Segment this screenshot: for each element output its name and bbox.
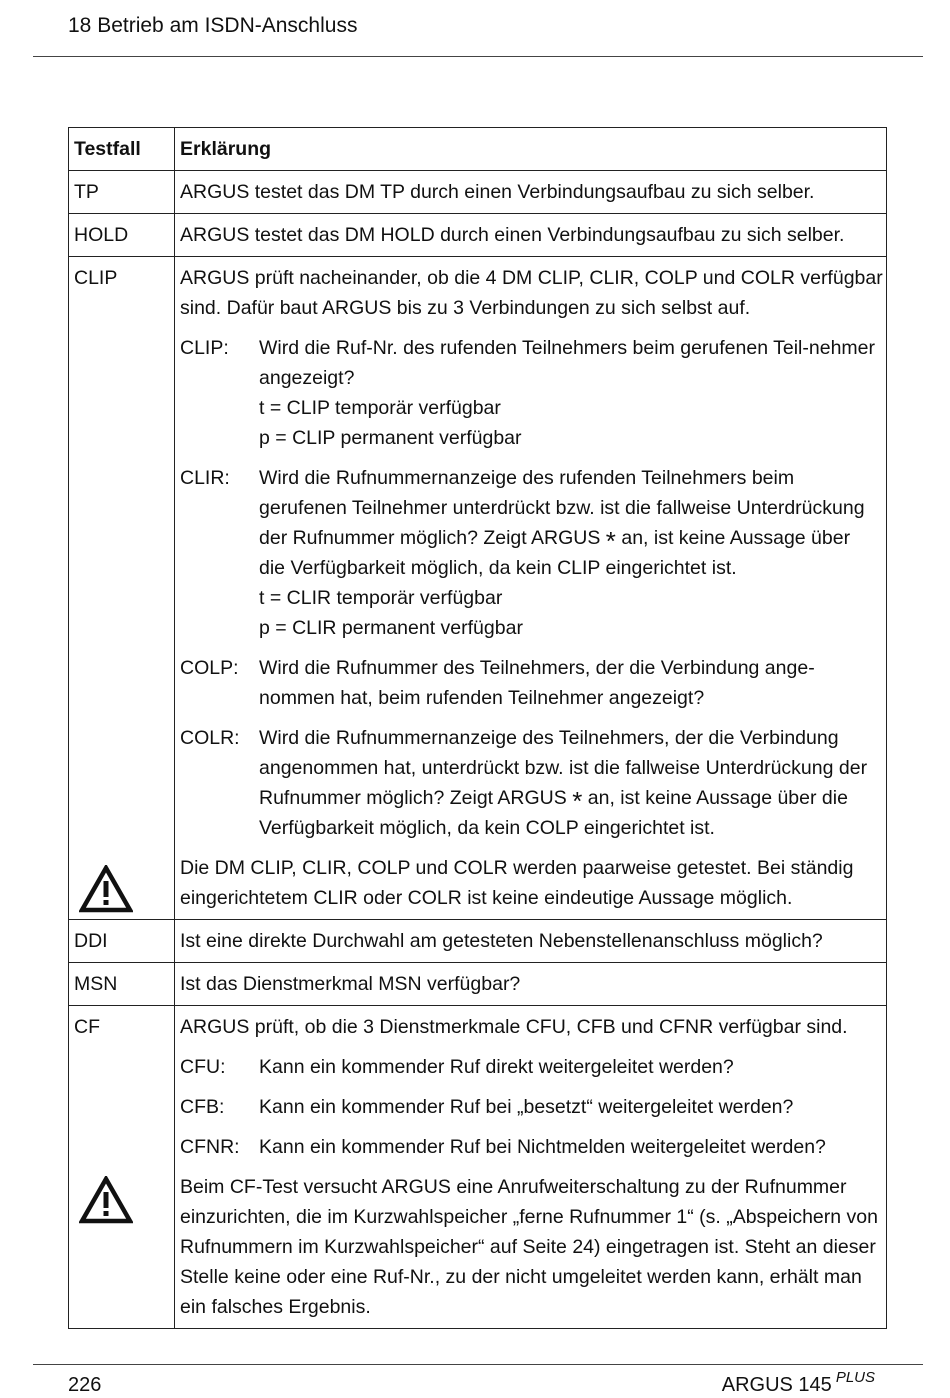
cfu-question: Kann ein kommender Ruf direkt weitergeleitet werden? — [259, 1056, 734, 1078]
definition-clip-text — [259, 333, 886, 453]
warning-triangle-icon — [79, 1176, 133, 1224]
clip-warning-note: Die DM CLIP, CLIR, COLP und COLR werden paarweise getestet. Bei ständig eingerichtetem CLIR oder COLR ist keine eindeutige Aussage möglich. — [180, 857, 854, 909]
clir-question — [259, 463, 876, 583]
column-header-erklaerung: Erklärung — [175, 128, 887, 171]
explanation-cf — [175, 1006, 887, 1329]
clir-question-b: an, ist keine Aussage über die Verfügbarkeit möglich, da kein CLIP eingerichtet ist. — [259, 527, 851, 579]
cf-intro: ARGUS prüft, ob die 3 Dienstmerkmale CFU, CFB und CFNR verfügbar sind. — [180, 1016, 848, 1038]
case-msn: MSN — [69, 963, 175, 1006]
colr-question-b: an, ist keine Aussage über die Verfügbarkeit möglich, da kein COLP eingerichtet ist. — [259, 787, 848, 839]
term-cfb: CFB: — [180, 1096, 225, 1118]
case-ddi: DDI — [69, 920, 175, 963]
table-header-row — [69, 128, 887, 171]
table-row-tp — [69, 171, 887, 214]
term-colr: COLR: — [180, 727, 240, 749]
definition-colp — [180, 653, 886, 713]
warning-triangle-icon — [79, 865, 133, 913]
product-name — [721, 1369, 875, 1397]
clir-temporary: t = CLIR temporär verfügbar — [259, 587, 503, 609]
definition-cfb — [180, 1092, 886, 1122]
page-header: 18 Betrieb am ISDN-Anschluss — [68, 14, 358, 37]
cf-warning-note: Beim CF-Test versucht ARGUS eine Anrufweiterschaltung zu der Rufnummer einzurichten, die im Kurzwahlspeicher „ferne Rufnummer 1“ (s. „Abspeichern von Rufnummern im Kurzwahlspeicher“ auf Seite 24) eingetragen ist. Steht an dieser Stelle keine oder eine Ruf-Nr., zu der nicht umgeleitet werden kann, erhält man ein falsches Ergebnis. — [180, 1176, 878, 1318]
star-symbol: * — [605, 526, 616, 556]
colr-question-a: Wird die Rufnummernanzeige des Teilnehmers, der die Verbindung angenommen hat, unterdrückt bzw. ist die fallweise Unterdrückung der Rufnummer möglich? Zeigt ARGUS — [259, 727, 868, 809]
colr-question — [259, 723, 886, 843]
column-header-testfall: Testfall — [69, 128, 175, 171]
definition-cfnr — [180, 1132, 886, 1162]
definition-clir-text — [259, 463, 886, 643]
case-clip-cell — [69, 257, 175, 920]
cfnr-question: Kann ein kommender Ruf bei Nichtmelden weitergeleitet werden? — [259, 1136, 826, 1158]
clip-temporary: t = CLIP temporär verfügbar — [259, 397, 501, 419]
table-row-ddi — [69, 920, 887, 963]
page-number: 226 — [68, 1374, 102, 1396]
case-clip: CLIP — [74, 267, 118, 289]
term-clir: CLIR: — [180, 467, 230, 489]
case-tp: TP — [69, 171, 175, 214]
product-label: ARGUS 145 — [721, 1374, 832, 1396]
colp-question: Wird die Rufnummer des Teilnehmers, der die Verbindung ange-nommen hat, beim rufenden Teilnehmer angezeigt? — [259, 657, 815, 709]
definition-colr — [180, 723, 886, 843]
explanation-clip — [175, 257, 887, 920]
explanation-msn: Ist das Dienstmerkmal MSN verfügbar? — [175, 963, 887, 1006]
table-row-hold — [69, 214, 887, 257]
explanation-tp: ARGUS testet das DM TP durch einen Verbindungsaufbau zu sich selber. — [175, 171, 887, 214]
definition-cfu — [180, 1052, 886, 1082]
clip-permanent: p = CLIP permanent verfügbar — [259, 427, 522, 449]
term-cfu: CFU: — [180, 1056, 226, 1078]
clir-permanent: p = CLIR permanent verfügbar — [259, 617, 523, 639]
testfall-table — [68, 127, 887, 1329]
case-cf-cell — [69, 1006, 175, 1329]
term-clip: CLIP: — [180, 337, 229, 359]
table-row-clip — [69, 257, 887, 920]
explanation-ddi: Ist eine direkte Durchwahl am getesteten Nebenstellenanschluss möglich? — [175, 920, 887, 963]
table-row-msn — [69, 963, 887, 1006]
product-superscript: PLUS — [835, 1369, 875, 1386]
definition-clip — [180, 333, 886, 453]
table-row-cf — [69, 1006, 887, 1329]
term-cfnr: CFNR: — [180, 1136, 240, 1158]
cfb-question: Kann ein kommender Ruf bei „besetzt“ weitergeleitet werden? — [259, 1096, 794, 1118]
case-cf: CF — [74, 1016, 100, 1038]
footer-rule — [33, 1364, 923, 1365]
case-hold: HOLD — [69, 214, 175, 257]
header-rule — [33, 56, 923, 57]
star-symbol: * — [572, 786, 583, 816]
clir-question-a: Wird die Rufnummernanzeige des rufenden Teilnehmers beim gerufenen Teilnehmer unterdrückt bzw. ist die fallweise Unterdrückung der Rufnummer möglich? Zeigt ARGUS — [259, 467, 865, 549]
clip-intro: ARGUS prüft nacheinander, ob die 4 DM CLIP, CLIR, COLP und COLR verfügbar sind. Dafür baut ARGUS bis zu 3 Verbindungen zu sich selbst auf. — [180, 267, 883, 319]
clip-question: Wird die Ruf-Nr. des rufenden Teilnehmers beim gerufenen Teil-nehmer angezeigt? — [259, 337, 876, 389]
explanation-hold: ARGUS testet das DM HOLD durch einen Verbindungsaufbau zu sich selber. — [175, 214, 887, 257]
definition-clir — [180, 463, 886, 643]
term-colp: COLP: — [180, 657, 239, 679]
